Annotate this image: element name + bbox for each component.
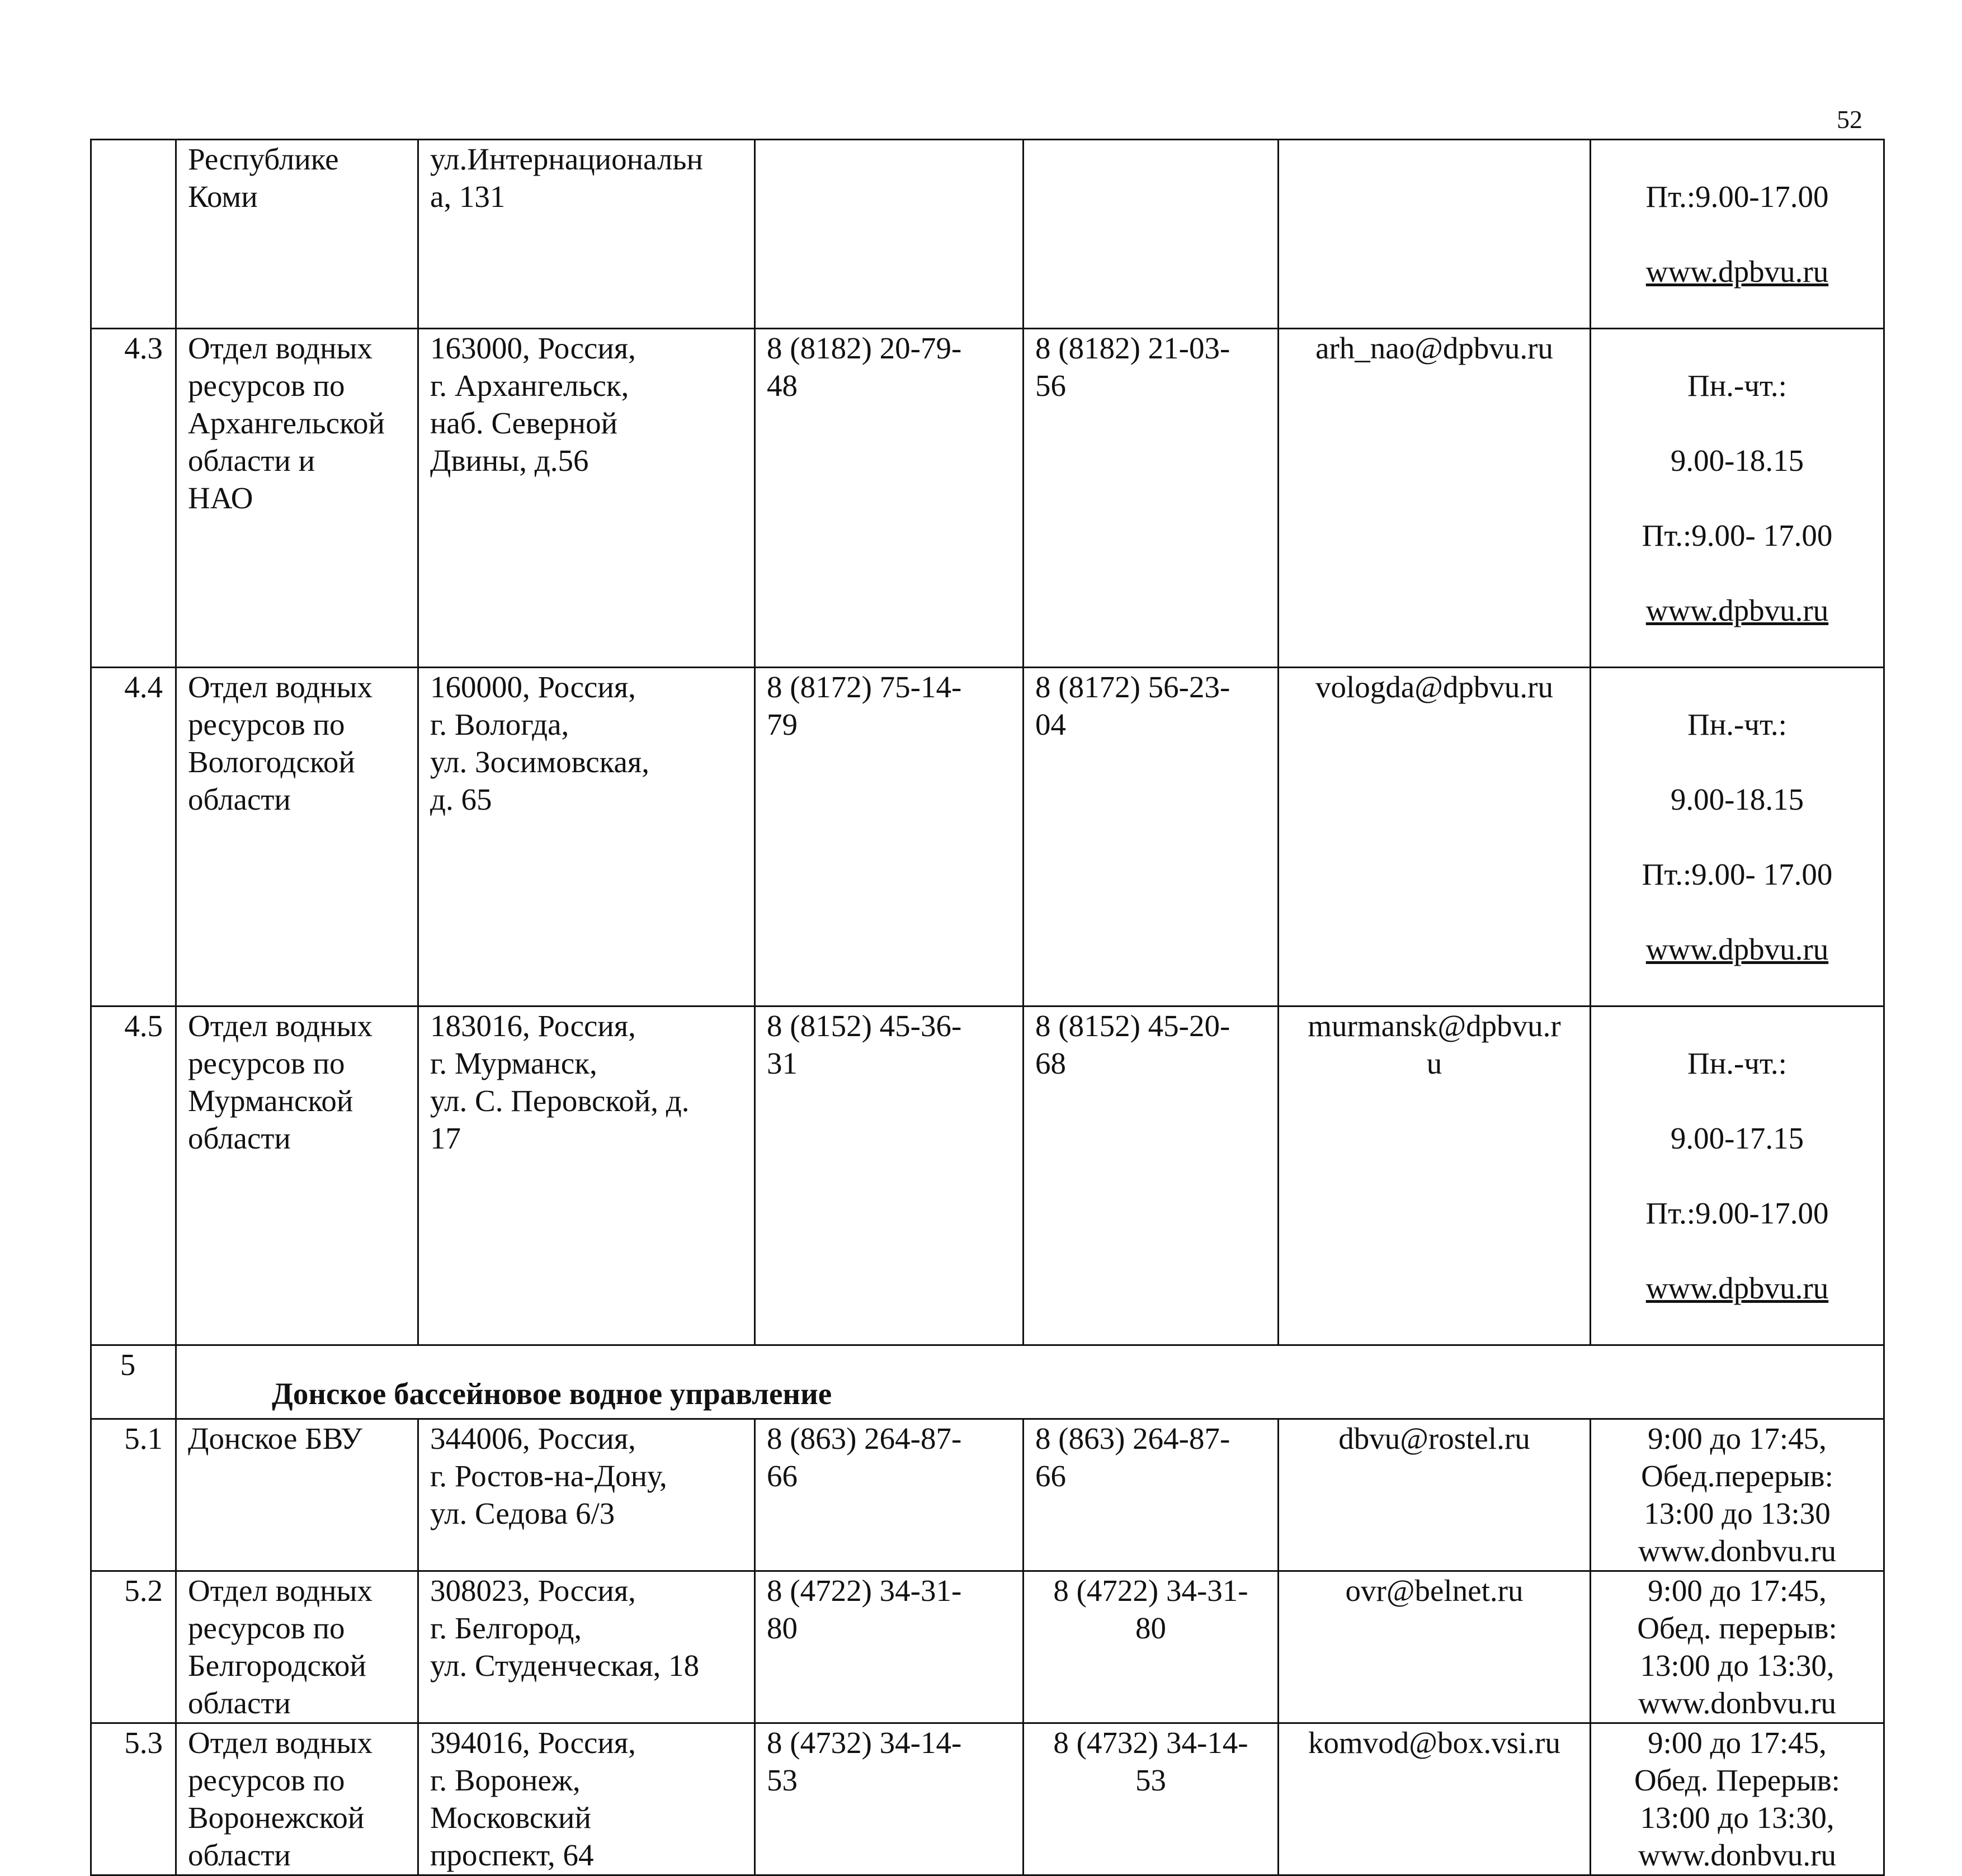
address: 160000, Россия, г. Вологда, ул. Зосимовская, д. 65 [418, 668, 755, 1006]
phone: 8 (4732) 34-14- 53 [755, 1723, 1024, 1875]
phone: 8 (8182) 20-79- 48 [755, 329, 1024, 668]
email: arh_nao@dpbvu.ru [1279, 329, 1591, 668]
schedule-line: Пн.-чт.: [1687, 1046, 1787, 1080]
fax: 8 (8172) 56-23- 04 [1024, 668, 1279, 1006]
email: komvod@box.vsi.ru [1279, 1723, 1591, 1875]
email: ovr@belnet.ru [1279, 1571, 1591, 1723]
section-number: 5 [91, 1345, 176, 1419]
row-number: 4.3 [91, 329, 176, 668]
schedule-line: Пн.-чт.: [1687, 368, 1787, 403]
schedule-line: Пт.:9.00- 17.00 [1642, 857, 1833, 891]
website-link[interactable]: www.dpbvu.ru [1645, 593, 1829, 627]
address: 183016, Россия, г. Мурманск, ул. С. Перовской, д. 17 [418, 1006, 755, 1345]
phone [755, 140, 1024, 329]
organization-name: Отдел водных ресурсов по Вологодской области [176, 668, 418, 1006]
schedule-cell: 9:00 до 17:45, Обед. перерыв: 13:00 до 13:30, www.donbvu.ru [1591, 1571, 1884, 1723]
schedule-line: 9.00-18.15 [1670, 443, 1804, 478]
table-row [91, 668, 1884, 1006]
schedule-line: 9.00-17.15 [1670, 1121, 1804, 1155]
email: vologda@dpbvu.ru [1279, 668, 1591, 1006]
row-number: 5.1 [91, 1419, 176, 1571]
website-link[interactable]: www.dpbvu.ru [1645, 1271, 1829, 1305]
row-number: 4.4 [91, 668, 176, 1006]
row-number: 5.3 [91, 1723, 176, 1875]
phone: 8 (8172) 75-14- 79 [755, 668, 1024, 1006]
address: 308023, Россия, г. Белгород, ул. Студенческая, 18 [418, 1571, 755, 1723]
organization-name: Республике Коми [176, 140, 418, 329]
page-number: 52 [1837, 105, 1862, 134]
email: dbvu@rostel.ru [1279, 1419, 1591, 1571]
table-row [91, 1723, 1884, 1875]
schedule-cell: 9:00 до 17:45, Обед. Перерыв: 13:00 до 13:30, www.donbvu.ru [1591, 1723, 1884, 1875]
table-row [91, 1571, 1884, 1723]
email [1279, 140, 1591, 329]
organization-name: Донское БВУ [176, 1419, 418, 1571]
organization-name: Отдел водных ресурсов по Белгородской области [176, 1571, 418, 1723]
row-number [91, 140, 176, 329]
schedule-cell: 9:00 до 17:45, Обед.перерыв: 13:00 до 13:30 www.donbvu.ru [1591, 1419, 1884, 1571]
organization-name: Отдел водных ресурсов по Архангельской области и НАО [176, 329, 418, 668]
email: murmansk@dpbvu.r u [1279, 1006, 1591, 1345]
contacts-table [90, 139, 1885, 1876]
section-row [91, 1345, 1884, 1419]
phone: 8 (4722) 34-31- 80 [755, 1571, 1024, 1723]
fax: 8 (4722) 34-31- 80 [1024, 1571, 1279, 1723]
schedule-line: Пт.:9.00-17.00 [1645, 179, 1829, 214]
schedule-cell [1591, 668, 1884, 1006]
phone: 8 (863) 264-87- 66 [755, 1419, 1024, 1571]
schedule-cell [1591, 329, 1884, 668]
schedule-line: 9.00-18.15 [1670, 782, 1804, 816]
schedule-line: Пт.:9.00-17.00 [1645, 1196, 1829, 1230]
schedule-line: Пт.:9.00- 17.00 [1642, 518, 1833, 552]
website-link[interactable]: www.dpbvu.ru [1645, 254, 1829, 289]
table-row [91, 329, 1884, 668]
fax: 8 (8152) 45-20- 68 [1024, 1006, 1279, 1345]
row-number: 5.2 [91, 1571, 176, 1723]
fax: 8 (863) 264-87- 66 [1024, 1419, 1279, 1571]
organization-name: Отдел водных ресурсов по Воронежской области [176, 1723, 418, 1875]
address: 394016, Россия, г. Воронеж, Московский проспект, 64 [418, 1723, 755, 1875]
schedule-cell [1591, 1006, 1884, 1345]
fax: 8 (8182) 21-03- 56 [1024, 329, 1279, 668]
address: 344006, Россия, г. Ростов-на-Дону, ул. Седова 6/3 [418, 1419, 755, 1571]
address: 163000, Россия, г. Архангельск, наб. Северной Двины, д.56 [418, 329, 755, 668]
row-number: 4.5 [91, 1006, 176, 1345]
organization-name: Отдел водных ресурсов по Мурманской области [176, 1006, 418, 1345]
schedule-line: Пн.-чт.: [1687, 707, 1787, 741]
website-link[interactable]: www.dpbvu.ru [1645, 932, 1829, 966]
schedule-cell [1591, 140, 1884, 329]
section-title: Донское бассейновое водное управление [176, 1345, 1884, 1419]
table-row [91, 1419, 1884, 1571]
phone: 8 (8152) 45-36- 31 [755, 1006, 1024, 1345]
table-row [91, 1006, 1884, 1345]
address: ул.Интернациональн а, 131 [418, 140, 755, 329]
table-row [91, 140, 1884, 329]
fax: 8 (4732) 34-14- 53 [1024, 1723, 1279, 1875]
fax [1024, 140, 1279, 329]
